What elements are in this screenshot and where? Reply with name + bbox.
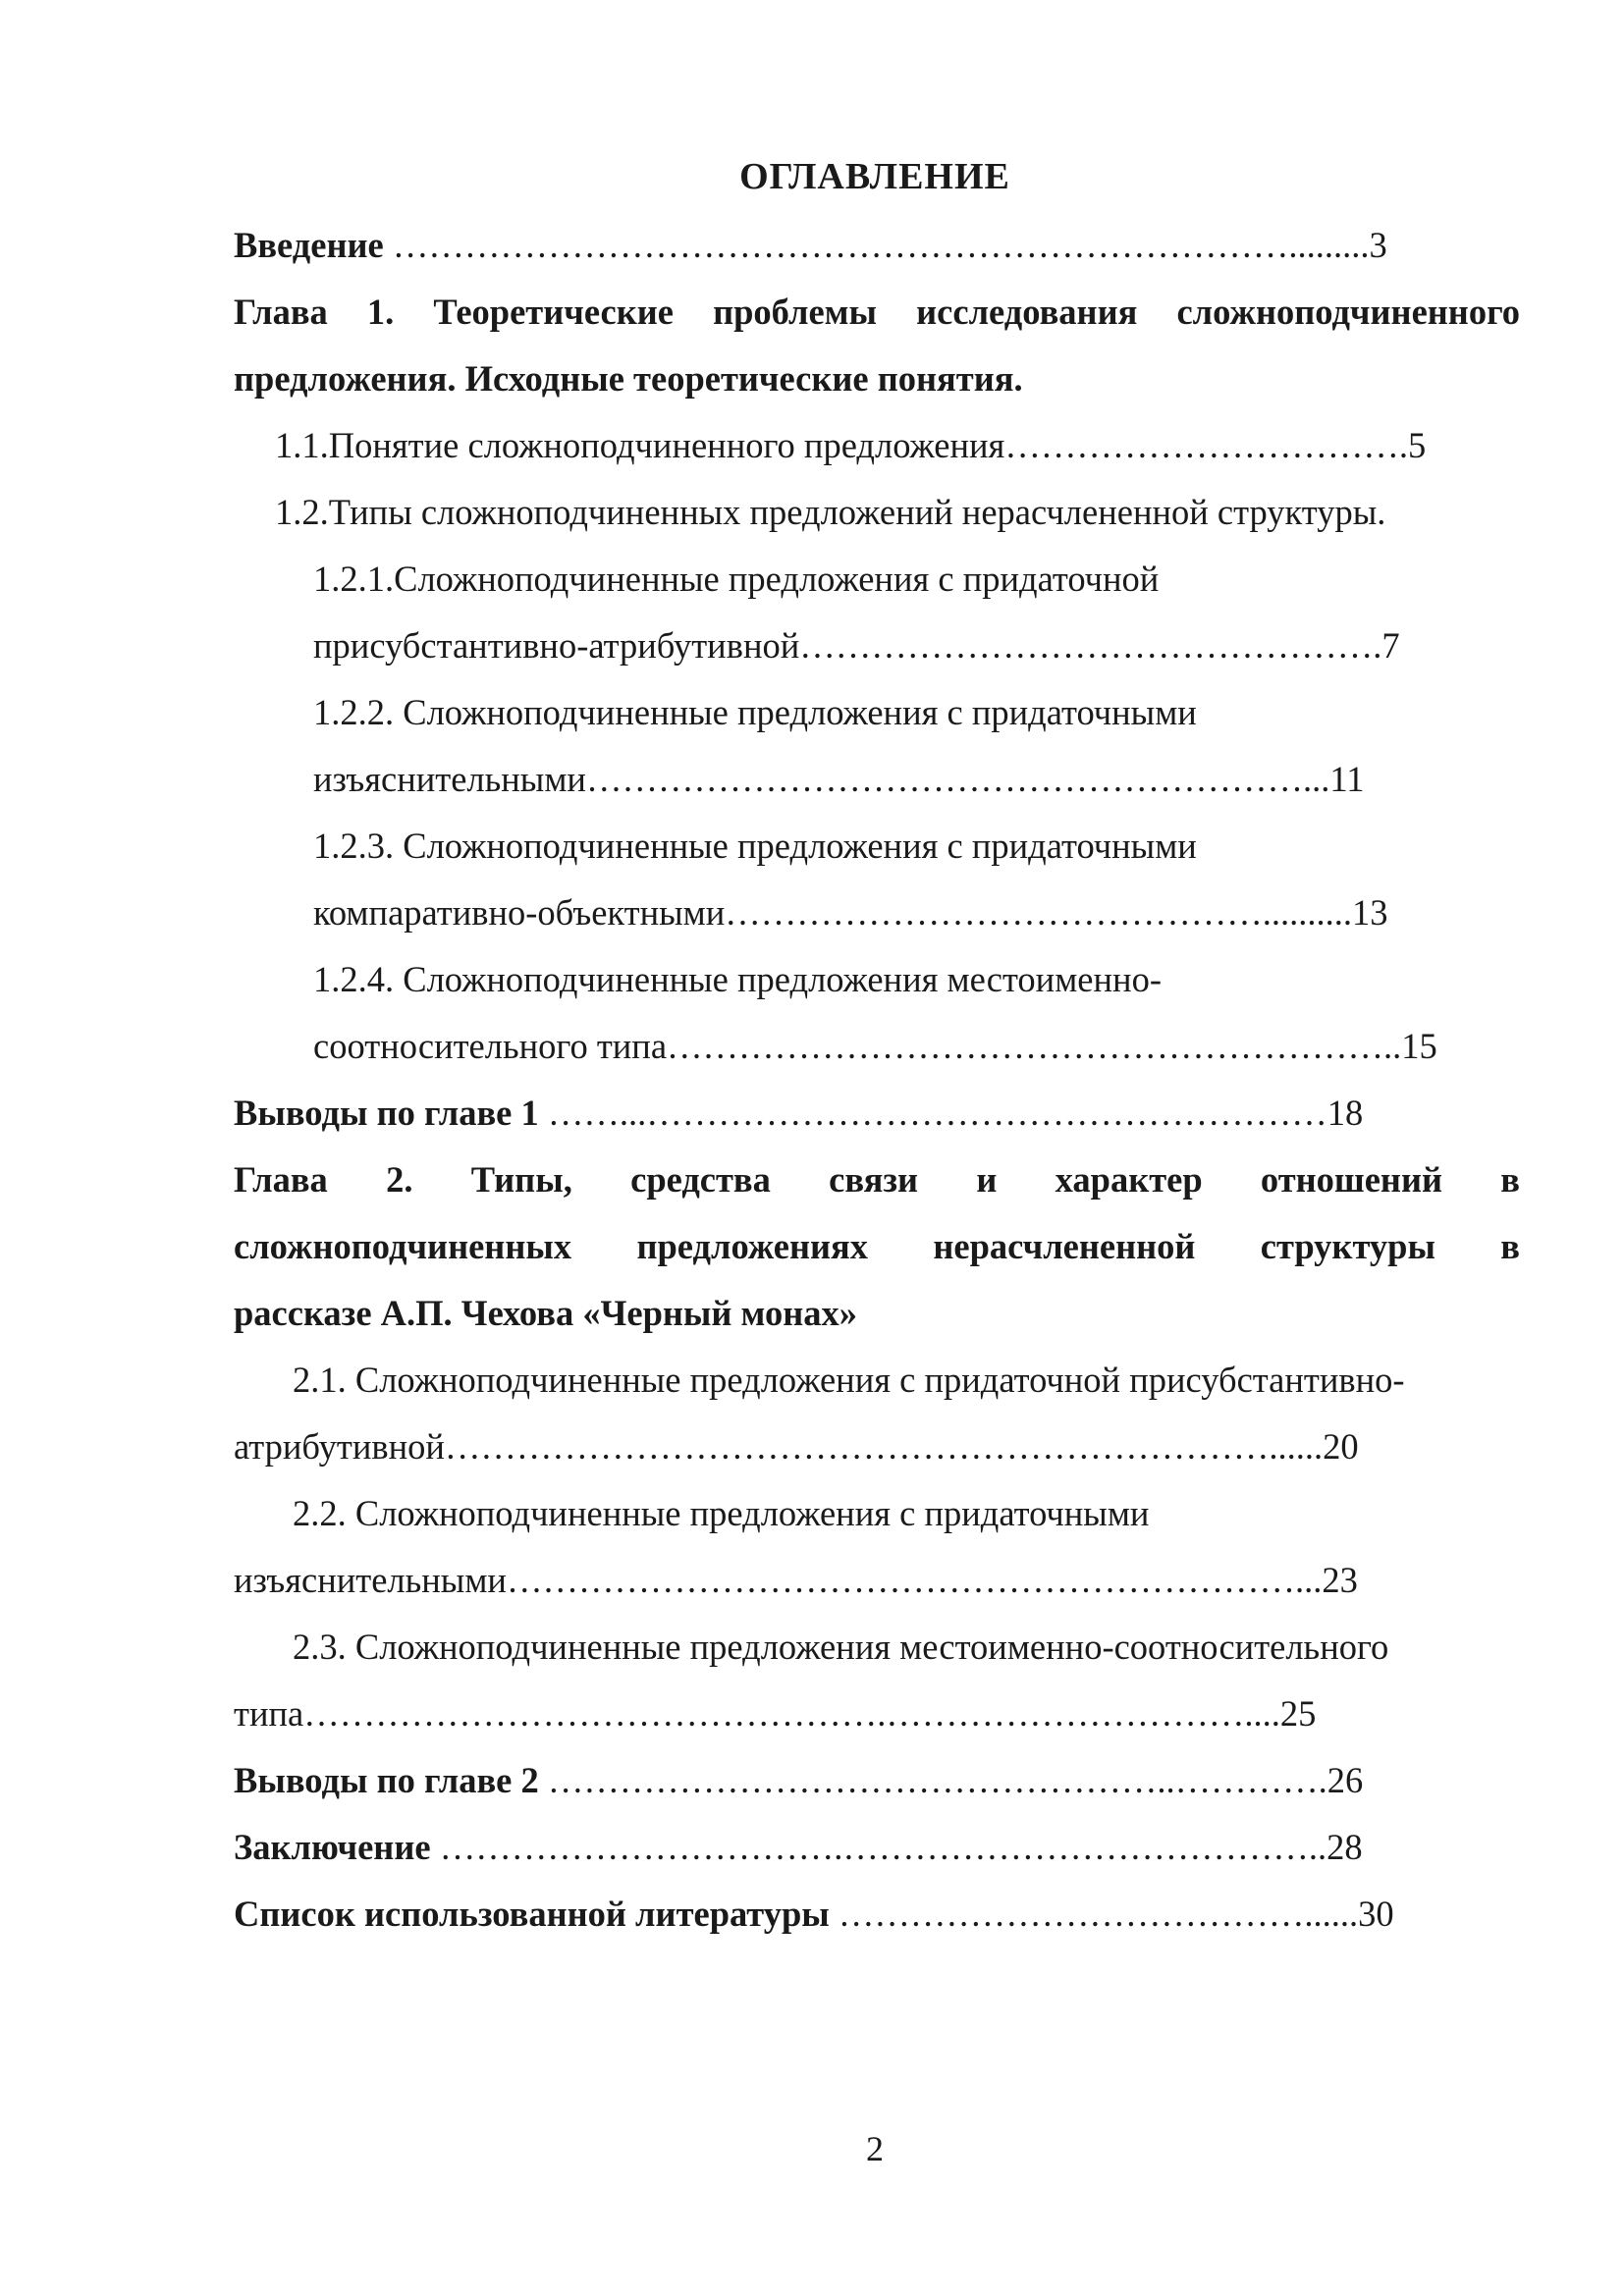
toc-section-2-2-line-2[interactable]: изъяснительными…………………………………………………………...23 [234,1560,1358,1600]
toc-section-1-1[interactable]: 1.1.Понятие сложноподчиненного предложения…………………………….5 [275,425,1427,465]
toc-title: ОГЛАВЛЕНИЕ [739,156,1010,197]
toc-chapter-2-line-3[interactable]: рассказе А.П. Чехова «Черный монах» [234,1293,857,1333]
toc-entry-bibliography-text: Список использованной литературы [234,1894,830,1934]
page-number: 2 [866,2129,884,2168]
toc-chapter-1-line-2[interactable]: предложения. Исходные теоретические понятия. [234,358,1023,399]
toc-section-2-2-line-1[interactable]: 2.2. Сложноподчиненные предложения с придаточными [293,1493,1150,1533]
toc-section-1-2-4-line-1[interactable]: 1.2.4. Сложноподчиненные предложения местоименно- [313,959,1162,999]
toc-section-1-2-3-line-1[interactable]: 1.2.3. Сложноподчиненные предложения с придаточными [313,826,1197,866]
toc-leader-and-page: …………………………………......30 [838,1894,1394,1934]
toc-entry-intro-text: Введение [234,225,384,265]
toc-section-1-2-1-line-1[interactable]: 1.2.1.Сложноподчиненные предложения с придаточной [313,559,1160,599]
toc-entry-conclusions-chapter-2-text: Выводы по главе 2 [234,1760,539,1800]
toc-entry-intro[interactable] [234,224,1387,267]
toc-chapter-2-line-2[interactable]: сложноподчиненных предложениях нерасчлененной структуры в [234,1226,1520,1266]
toc-section-2-1-line-1[interactable]: 2.1. Сложноподчиненные предложения с придаточной присубстантивно- [293,1360,1405,1400]
toc-chapter-2-line-1[interactable]: Глава 2. Типы, средства связи и характер отношений в [234,1159,1520,1200]
toc-entry-conclusions-chapter-1-text: Выводы по главе 1 [234,1093,539,1133]
toc-section-1-2-3-line-2[interactable]: компаративно-объектными………………………………………..........13 [313,892,1388,933]
toc-section-1-2-2-line-1[interactable]: 1.2.2. Сложноподчиненные предложения с придаточными [313,692,1197,732]
toc-section-2-1-line-2[interactable]: атрибутивной……………………………………………………………......20 [234,1426,1359,1467]
toc-entry-bibliography[interactable] [234,1893,1394,1936]
toc-section-1-2-2-line-2[interactable]: изъяснительными……………………………………………………...11 [313,759,1365,799]
toc-section-1-2-1-line-2[interactable]: присубстантивно-атрибутивной………………………………………….7 [313,625,1400,666]
toc-leader-and-page: ………………………………………………………………….........3 [392,225,1387,265]
toc-entry-conclusion[interactable] [234,1826,1363,1869]
toc-leader-and-page: ……………………………………………..………….26 [547,1760,1364,1800]
toc-section-1-2[interactable]: 1.2.Типы сложноподчиненных предложений нерасчлененной структуры. [275,492,1386,532]
toc-entry-conclusions-chapter-1[interactable] [234,1092,1363,1135]
toc-chapter-1-line-1[interactable]: Глава 1. Теоретические проблемы исследования сложноподчиненного [234,292,1520,332]
toc-section-2-3-line-2[interactable]: типа………………………………………….…………………………....25 [234,1693,1317,1734]
toc-section-1-2-4-line-2[interactable]: соотносительного типа……………………………………………………..15 [313,1026,1437,1066]
toc-entry-conclusions-chapter-2[interactable] [234,1759,1363,1802]
toc-leader-and-page: ……...…………………………………………………18 [547,1093,1364,1133]
toc-entry-conclusion-text: Заключение [234,1827,431,1867]
toc-leader-and-page: …………………………….…………………………………..28 [439,1827,1363,1867]
toc-section-2-3-line-1[interactable]: 2.3. Сложноподчиненные предложения местоименно-соотносительного [293,1627,1389,1667]
